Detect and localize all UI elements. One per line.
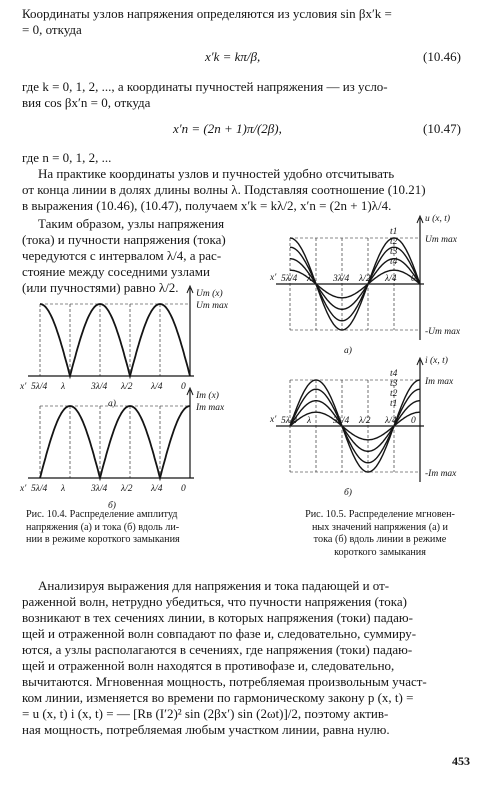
fig105-top-y-label: u (x, t) bbox=[425, 214, 451, 224]
fig105-top-time-label: t3 bbox=[390, 247, 398, 257]
fig104-bottom-tick-label: λ bbox=[61, 484, 66, 494]
fig104-top-amplitude-curve bbox=[40, 304, 190, 376]
fig105-top-panel-label: а) bbox=[344, 346, 352, 356]
equation-10-46: x′k = kπ/β, bbox=[205, 49, 261, 64]
text-line: щей и отраженной волн совпадают по фазе и, следовательно, суммиру- bbox=[22, 626, 417, 641]
fig105-bottom-panel bbox=[269, 355, 457, 498]
fig105-top-tick-label: 0 bbox=[411, 274, 416, 284]
fig105-top-panel bbox=[269, 213, 461, 356]
fig104-bottom-panel-label: б) bbox=[108, 501, 116, 511]
fig105-top-tick-label: λ/2 bbox=[359, 274, 371, 284]
text-line: от конца линии в долях длины волны λ. Подставляя соотношение (10.21) bbox=[22, 182, 426, 197]
text-line: раженной волн, нетрудно убедиться, что пучности напряжения (тока) bbox=[22, 594, 407, 609]
text-line: Анализируя выражения для напряжения и тока падающей и от- bbox=[38, 578, 390, 593]
fig105-bottom-tick-label: λ bbox=[307, 416, 312, 426]
fig104-top-tick-label: λ/4 bbox=[151, 382, 163, 392]
fig105-bottom-tick-label: λ/2 bbox=[359, 416, 371, 426]
fig105-top-time-label: t2 bbox=[390, 237, 398, 247]
caption-line: короткого замыкания bbox=[334, 546, 426, 558]
fig104-bottom-y-label: Im (x) bbox=[196, 391, 219, 401]
fig104-top-tick-label: 5λ/4 bbox=[31, 382, 48, 392]
fig105-bottom-y-label: i (x, t) bbox=[425, 356, 448, 366]
fig105-bottom-time-label: t3 bbox=[390, 379, 398, 389]
fig104-bottom-tick-label: λ/2 bbox=[121, 484, 133, 494]
text-line: вычитаются. Мгновенная мощность, потребляемая произвольным участ- bbox=[22, 674, 427, 689]
fig104-bottom-panel bbox=[19, 388, 225, 511]
fig105-bottom-tick-label: λ/4 bbox=[385, 416, 397, 426]
fig105-top-tick-label: λ/4 bbox=[385, 274, 397, 284]
caption-line: напряжения (а) и тока (б) вдоль ли- bbox=[26, 521, 180, 533]
fig104-bottom-tick-label: λ/4 bbox=[151, 484, 163, 494]
figure-10-4-caption bbox=[26, 509, 262, 547]
fig104-bottom-ymax-label: Im max bbox=[196, 403, 225, 413]
fig105-top-time-label: t4 bbox=[390, 257, 398, 267]
fig105-bottom-time-label: t4 bbox=[390, 369, 398, 379]
fig105-top-tick-label: λ bbox=[307, 274, 312, 284]
figure-10-4 bbox=[0, 284, 260, 511]
text-line: Координаты узлов напряжения определяются из условия sin βx′k = bbox=[22, 6, 392, 21]
fig104-top-panel-label: а) bbox=[108, 399, 116, 409]
text-line: (тока) и пучности напряжения (тока) bbox=[22, 232, 226, 247]
fig104-bottom-tick-label: 5λ/4 bbox=[31, 484, 48, 494]
caption-line: Рис. 10.4. Распределение амплитуд bbox=[26, 509, 178, 520]
text-line: стояние между соседними узлами bbox=[22, 264, 210, 279]
equation-number: (10.47) bbox=[423, 121, 461, 136]
fig105-top-x-label: x′ bbox=[270, 273, 277, 283]
fig104-bottom-x-label: x′ bbox=[20, 484, 27, 494]
fig104-top-tick-label: 3λ/4 bbox=[91, 382, 108, 392]
fig105-bottom-tick-label: 5λ/4 bbox=[281, 416, 298, 426]
text-line: ком линии, изменяется во времени по гармоническому закону p (x, t) = bbox=[22, 690, 414, 705]
figure-10-5 bbox=[270, 212, 495, 502]
fig105-top-tick-label: 5λ/4 bbox=[281, 274, 298, 284]
text-line: возникают в тех сечениях линии, в которых напряжения (токи) падаю- bbox=[22, 610, 413, 625]
fig104-bottom-amplitude-curve bbox=[40, 406, 190, 478]
fig104-top-tick-label: λ/2 bbox=[121, 382, 133, 392]
equation-number: (10.46) bbox=[423, 49, 461, 64]
equation-10-47: x′n = (2n + 1)π/(2β), bbox=[173, 121, 282, 136]
fig104-top-tick-label: λ bbox=[61, 382, 66, 392]
text-line: = u (x, t) i (x, t) = — [Rв (I′2)² sin (2βx′) sin (2ωt)]/2, поэтому актив- bbox=[22, 706, 389, 721]
fig104-bottom-tick-label: 0 bbox=[181, 484, 186, 494]
fig105-top-ymax-label: Um max bbox=[425, 235, 457, 245]
text-line: чередуются с интервалом λ/4, а рас- bbox=[22, 248, 222, 263]
text-line: вия cos βx′n = 0, откуда bbox=[22, 95, 151, 110]
fig104-top-y-label: Um (x) bbox=[196, 289, 223, 299]
fig105-top-ymin-label: -Um max bbox=[425, 327, 461, 337]
text-line: где n = 0, 1, 2, ... bbox=[22, 150, 112, 165]
fig105-top-tick-label: 3λ/4 bbox=[333, 274, 350, 284]
fig105-bottom-time-label: t2 bbox=[390, 389, 398, 399]
page-number: 453 bbox=[452, 754, 470, 768]
fig104-bottom-tick-label: 3λ/4 bbox=[91, 484, 108, 494]
text-line: ная мощность, потребляемая любым участком линии, равна нулю. bbox=[22, 722, 390, 737]
fig104-top-x-label: x′ bbox=[20, 382, 27, 392]
fig104-top-tick-label: 0 bbox=[181, 382, 186, 392]
caption-line: тока (б) вдоль линии в режиме bbox=[313, 534, 447, 545]
text-line: где k = 0, 1, 2, ..., а координаты пучностей напряжения — из усло- bbox=[22, 79, 388, 94]
fig105-bottom-panel-label: б) bbox=[344, 488, 352, 498]
fig105-bottom-tick-label: 3λ/4 bbox=[333, 416, 350, 426]
fig104-top-ymax-label: Um max bbox=[196, 301, 228, 311]
fig105-bottom-ymax-label: Im max bbox=[425, 377, 454, 387]
fig105-bottom-x-label: x′ bbox=[270, 415, 277, 425]
fig105-top-time-label: t1 bbox=[390, 227, 398, 237]
caption-line: Рис. 10.5. Распределение мгновен- bbox=[305, 509, 455, 520]
fig105-bottom-tick-label: 0 bbox=[411, 416, 416, 426]
text-line: в выражения (10.46), (10.47), получаем x′k = kλ/2, x′n = (2n + 1)λ/4. bbox=[22, 198, 392, 213]
caption-line: нии в режиме короткого замыкания bbox=[26, 534, 180, 545]
fig105-bottom-ymin-label: -Im max bbox=[425, 469, 457, 479]
fig105-bottom-time-label: t1 bbox=[390, 399, 398, 409]
text-line: = 0, откуда bbox=[22, 22, 82, 37]
text-line: (или пучностями) равно λ/2. bbox=[22, 280, 179, 295]
figure-10-5-caption bbox=[278, 509, 482, 559]
text-line: щей и отраженной волн находятся в противофазе и, следовательно, bbox=[22, 658, 395, 673]
text-line: Таким образом, узлы напряжения bbox=[38, 216, 225, 231]
text-line: На практике координаты узлов и пучностей удобно отсчитывать bbox=[38, 166, 395, 181]
text-line: ются, а узлы располагаются в сечениях, где напряжения (токи) падаю- bbox=[22, 642, 413, 657]
caption-line: ных значений напряжения (а) и bbox=[311, 521, 448, 533]
